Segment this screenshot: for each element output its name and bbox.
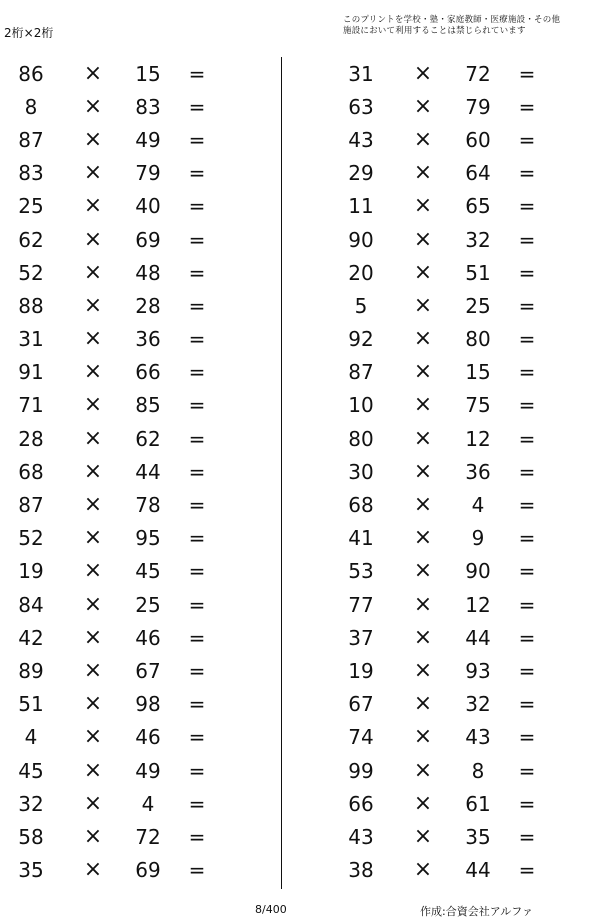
second-operand: 44 (465, 625, 491, 650)
second-operand: 80 (465, 327, 491, 352)
second-operand: 62 (135, 426, 161, 451)
second-operand: 72 (135, 824, 161, 849)
multiply-sign: × (413, 757, 433, 783)
first-operand: 43 (348, 824, 374, 849)
first-operand: 90 (348, 227, 374, 252)
right-problem-row (330, 323, 590, 356)
first-operand: 51 (18, 692, 44, 717)
equals-sign: = (518, 526, 536, 551)
multiply-sign: × (83, 558, 103, 584)
first-operand: 63 (348, 94, 374, 119)
first-operand: 58 (18, 824, 44, 849)
right-problem-row (330, 422, 590, 455)
multiply-sign: × (413, 160, 433, 186)
multiply-sign: × (413, 724, 433, 750)
second-operand: 67 (135, 658, 161, 683)
equals-sign: = (188, 592, 206, 617)
equals-sign: = (188, 493, 206, 518)
multiply-sign: × (413, 259, 433, 285)
equals-sign: = (188, 393, 206, 418)
equals-sign: = (188, 758, 206, 783)
multiply-sign: × (83, 193, 103, 219)
multiply-sign: × (413, 558, 433, 584)
left-problem-row (0, 820, 260, 853)
second-operand: 44 (465, 858, 491, 883)
multiply-sign: × (413, 60, 433, 86)
equals-sign: = (188, 61, 206, 86)
right-problem-row (330, 754, 590, 787)
equals-sign: = (518, 725, 536, 750)
multiply-sign: × (413, 657, 433, 683)
second-operand: 35 (465, 824, 491, 849)
equals-sign: = (518, 94, 536, 119)
left-problem-row (0, 654, 260, 687)
equals-sign: = (188, 526, 206, 551)
equals-sign: = (518, 858, 536, 883)
equals-sign: = (188, 692, 206, 717)
first-operand: 5 (354, 293, 368, 318)
left-problem-row (0, 389, 260, 422)
left-problem-row (0, 688, 260, 721)
right-problem-row (330, 787, 590, 820)
first-operand: 11 (348, 194, 374, 219)
left-problem-row (0, 157, 260, 190)
first-operand: 32 (18, 791, 44, 816)
multiply-sign: × (413, 93, 433, 119)
multiply-sign: × (83, 857, 103, 883)
second-operand: 25 (135, 592, 161, 617)
equals-sign: = (518, 393, 536, 418)
multiply-sign: × (83, 624, 103, 650)
multiply-sign: × (83, 657, 103, 683)
first-operand: 80 (348, 426, 374, 451)
equals-sign: = (518, 459, 536, 484)
equals-sign: = (188, 791, 206, 816)
right-problem-column (330, 57, 590, 887)
second-operand: 64 (465, 161, 491, 186)
first-operand: 10 (348, 393, 374, 418)
left-problem-row (0, 522, 260, 555)
second-operand: 46 (135, 725, 161, 750)
column-divider (281, 57, 282, 889)
equals-sign: = (188, 459, 206, 484)
first-operand: 35 (18, 858, 44, 883)
left-problem-row (0, 621, 260, 654)
left-problem-row (0, 223, 260, 256)
equals-sign: = (188, 426, 206, 451)
first-operand: 86 (18, 61, 44, 86)
first-operand: 28 (18, 426, 44, 451)
first-operand: 71 (18, 393, 44, 418)
multiply-sign: × (413, 392, 433, 418)
first-operand: 45 (18, 758, 44, 783)
second-operand: 90 (465, 559, 491, 584)
equals-sign: = (188, 625, 206, 650)
equals-sign: = (188, 559, 206, 584)
equals-sign: = (188, 127, 206, 152)
left-problem-row (0, 854, 260, 887)
equals-sign: = (518, 61, 536, 86)
first-operand: 31 (18, 327, 44, 352)
right-problem-row (330, 688, 590, 721)
equals-sign: = (518, 360, 536, 385)
first-operand: 8 (24, 94, 38, 119)
usage-notice-line-2: 施設において利用することは禁じられています (343, 26, 526, 36)
second-operand: 36 (135, 327, 161, 352)
multiply-sign: × (413, 525, 433, 551)
second-operand: 65 (465, 194, 491, 219)
left-problem-row (0, 422, 260, 455)
right-problem-row (330, 57, 590, 90)
second-operand: 28 (135, 293, 161, 318)
right-problem-row (330, 256, 590, 289)
right-problem-row (330, 190, 590, 223)
second-operand: 32 (465, 692, 491, 717)
multiply-sign: × (413, 691, 433, 717)
multiply-sign: × (83, 757, 103, 783)
equals-sign: = (518, 559, 536, 584)
first-operand: 87 (18, 493, 44, 518)
left-problem-row (0, 123, 260, 156)
equals-sign: = (188, 260, 206, 285)
multiply-sign: × (83, 392, 103, 418)
worksheet-title: 2桁×2桁 (4, 26, 54, 40)
first-operand: 19 (18, 559, 44, 584)
first-operand: 62 (18, 227, 44, 252)
second-operand: 79 (135, 161, 161, 186)
multiply-sign: × (413, 823, 433, 849)
left-problem-row (0, 721, 260, 754)
second-operand: 4 (141, 791, 155, 816)
multiply-sign: × (83, 226, 103, 252)
first-operand: 31 (348, 61, 374, 86)
right-problem-row (330, 621, 590, 654)
second-operand: 44 (135, 459, 161, 484)
equals-sign: = (518, 592, 536, 617)
first-operand: 30 (348, 459, 374, 484)
left-problem-row (0, 555, 260, 588)
multiply-sign: × (413, 624, 433, 650)
equals-sign: = (518, 791, 536, 816)
second-operand: 45 (135, 559, 161, 584)
multiply-sign: × (83, 823, 103, 849)
second-operand: 48 (135, 260, 161, 285)
first-operand: 52 (18, 526, 44, 551)
second-operand: 8 (471, 758, 485, 783)
multiply-sign: × (83, 425, 103, 451)
left-problem-row (0, 455, 260, 488)
right-problem-row (330, 455, 590, 488)
multiply-sign: × (83, 292, 103, 318)
multiply-sign: × (83, 259, 103, 285)
equals-sign: = (188, 658, 206, 683)
multiply-sign: × (83, 126, 103, 152)
right-problem-row (330, 522, 590, 555)
first-operand: 74 (348, 725, 374, 750)
second-operand: 79 (465, 94, 491, 119)
first-operand: 68 (348, 493, 374, 518)
first-operand: 52 (18, 260, 44, 285)
equals-sign: = (518, 625, 536, 650)
equals-sign: = (518, 327, 536, 352)
first-operand: 87 (348, 360, 374, 385)
first-operand: 4 (24, 725, 38, 750)
page-number: 8/400 (255, 903, 287, 916)
right-problem-row (330, 223, 590, 256)
multiply-sign: × (413, 292, 433, 318)
first-operand: 20 (348, 260, 374, 285)
multiply-sign: × (413, 193, 433, 219)
first-operand: 29 (348, 161, 374, 186)
second-operand: 49 (135, 127, 161, 152)
second-operand: 4 (471, 493, 485, 518)
equals-sign: = (518, 260, 536, 285)
second-operand: 85 (135, 393, 161, 418)
right-problem-row (330, 654, 590, 687)
second-operand: 32 (465, 227, 491, 252)
first-operand: 42 (18, 625, 44, 650)
equals-sign: = (188, 293, 206, 318)
first-operand: 19 (348, 658, 374, 683)
multiply-sign: × (413, 857, 433, 883)
multiply-sign: × (83, 93, 103, 119)
equals-sign: = (188, 227, 206, 252)
multiply-sign: × (413, 326, 433, 352)
left-problem-row (0, 754, 260, 787)
second-operand: 83 (135, 94, 161, 119)
equals-sign: = (518, 758, 536, 783)
second-operand: 98 (135, 692, 161, 717)
left-problem-row (0, 57, 260, 90)
second-operand: 61 (465, 791, 491, 816)
first-operand: 66 (348, 791, 374, 816)
second-operand: 49 (135, 758, 161, 783)
first-operand: 84 (18, 592, 44, 617)
left-problem-row (0, 289, 260, 322)
second-operand: 36 (465, 459, 491, 484)
left-problem-column (0, 57, 260, 887)
author-credit: 作成:合資会社アルファ (420, 905, 534, 918)
multiply-sign: × (83, 591, 103, 617)
multiply-sign: × (413, 359, 433, 385)
equals-sign: = (188, 858, 206, 883)
second-operand: 43 (465, 725, 491, 750)
multiply-sign: × (83, 359, 103, 385)
equals-sign: = (518, 426, 536, 451)
usage-notice-line-1: このプリントを学校・塾・家庭教師・医療施設・その他 (343, 15, 561, 25)
multiply-sign: × (83, 492, 103, 518)
left-problem-row (0, 488, 260, 521)
left-problem-row (0, 190, 260, 223)
equals-sign: = (188, 327, 206, 352)
multiply-sign: × (413, 425, 433, 451)
equals-sign: = (518, 658, 536, 683)
multiply-sign: × (413, 226, 433, 252)
second-operand: 60 (465, 127, 491, 152)
equals-sign: = (188, 94, 206, 119)
first-operand: 53 (348, 559, 374, 584)
equals-sign: = (188, 725, 206, 750)
right-problem-row (330, 820, 590, 853)
left-problem-row (0, 356, 260, 389)
second-operand: 46 (135, 625, 161, 650)
multiply-sign: × (83, 458, 103, 484)
first-operand: 41 (348, 526, 374, 551)
equals-sign: = (518, 824, 536, 849)
equals-sign: = (518, 227, 536, 252)
right-problem-row (330, 123, 590, 156)
right-problem-row (330, 721, 590, 754)
left-problem-row (0, 323, 260, 356)
first-operand: 25 (18, 194, 44, 219)
first-operand: 83 (18, 161, 44, 186)
right-problem-row (330, 389, 590, 422)
right-problem-row (330, 488, 590, 521)
second-operand: 51 (465, 260, 491, 285)
second-operand: 78 (135, 493, 161, 518)
first-operand: 88 (18, 293, 44, 318)
equals-sign: = (518, 194, 536, 219)
equals-sign: = (188, 360, 206, 385)
multiply-sign: × (413, 492, 433, 518)
second-operand: 69 (135, 858, 161, 883)
equals-sign: = (518, 293, 536, 318)
second-operand: 95 (135, 526, 161, 551)
multiply-sign: × (413, 126, 433, 152)
equals-sign: = (188, 824, 206, 849)
second-operand: 93 (465, 658, 491, 683)
first-operand: 67 (348, 692, 374, 717)
left-problem-row (0, 90, 260, 123)
equals-sign: = (518, 493, 536, 518)
multiply-sign: × (83, 691, 103, 717)
second-operand: 15 (135, 61, 161, 86)
first-operand: 37 (348, 625, 374, 650)
first-operand: 77 (348, 592, 374, 617)
equals-sign: = (518, 127, 536, 152)
second-operand: 72 (465, 61, 491, 86)
equals-sign: = (188, 194, 206, 219)
left-problem-row (0, 256, 260, 289)
second-operand: 75 (465, 393, 491, 418)
multiply-sign: × (413, 458, 433, 484)
equals-sign: = (188, 161, 206, 186)
multiply-sign: × (413, 591, 433, 617)
second-operand: 12 (465, 426, 491, 451)
multiply-sign: × (83, 160, 103, 186)
right-problem-row (330, 356, 590, 389)
second-operand: 25 (465, 293, 491, 318)
first-operand: 99 (348, 758, 374, 783)
right-problem-row (330, 157, 590, 190)
first-operand: 87 (18, 127, 44, 152)
multiply-sign: × (83, 724, 103, 750)
multiply-sign: × (83, 790, 103, 816)
second-operand: 69 (135, 227, 161, 252)
second-operand: 66 (135, 360, 161, 385)
second-operand: 9 (471, 526, 485, 551)
equals-sign: = (518, 692, 536, 717)
equals-sign: = (518, 161, 536, 186)
right-problem-row (330, 854, 590, 887)
right-problem-row (330, 588, 590, 621)
right-problem-row (330, 90, 590, 123)
first-operand: 92 (348, 327, 374, 352)
second-operand: 12 (465, 592, 491, 617)
right-problem-row (330, 555, 590, 588)
first-operand: 68 (18, 459, 44, 484)
right-problem-row (330, 289, 590, 322)
multiply-sign: × (83, 326, 103, 352)
multiply-sign: × (413, 790, 433, 816)
left-problem-row (0, 588, 260, 621)
second-operand: 15 (465, 360, 491, 385)
usage-notice (343, 15, 583, 37)
multiply-sign: × (83, 525, 103, 551)
multiply-sign: × (83, 60, 103, 86)
first-operand: 89 (18, 658, 44, 683)
second-operand: 40 (135, 194, 161, 219)
left-problem-row (0, 787, 260, 820)
first-operand: 38 (348, 858, 374, 883)
first-operand: 91 (18, 360, 44, 385)
first-operand: 43 (348, 127, 374, 152)
